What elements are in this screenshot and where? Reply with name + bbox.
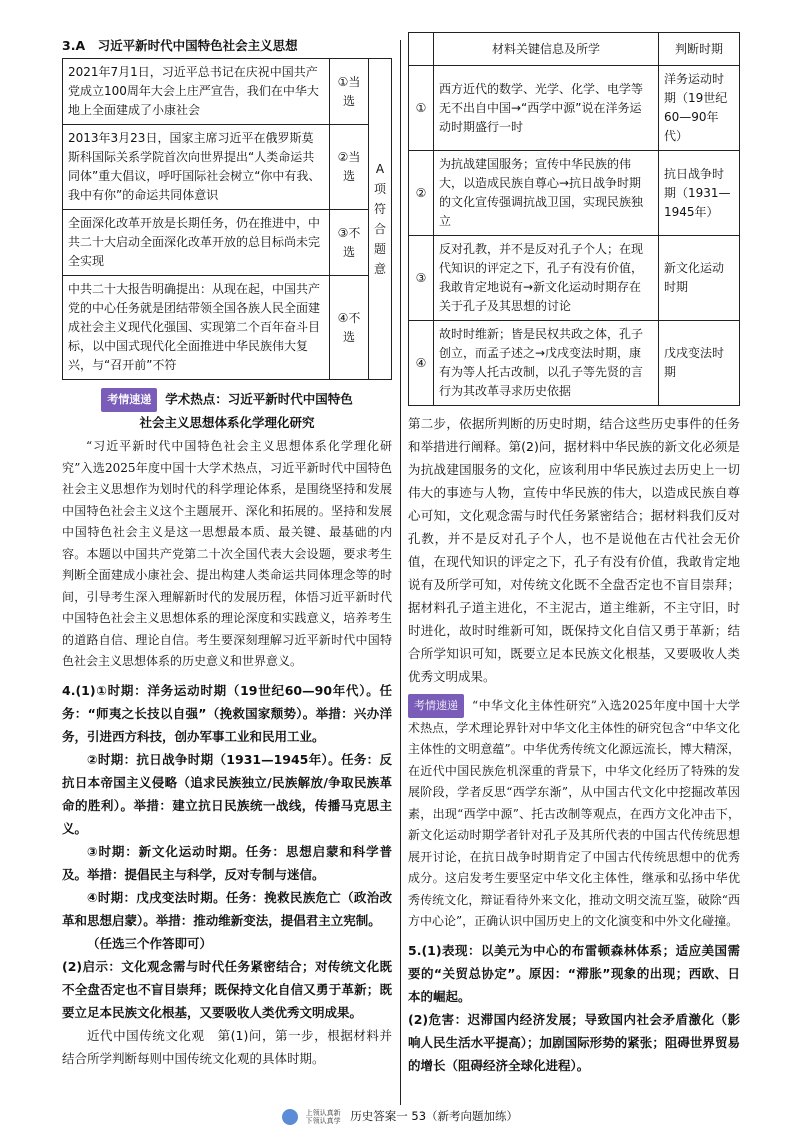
table-row bbox=[63, 59, 392, 125]
row-info: 西方近代的数学、光学、化学、电学等无不出自中国→“西学中源”说在洋务运动时期盛行一时 bbox=[434, 66, 659, 151]
question-3-heading: 3.A 习近平新时代中国特色社会主义思想 bbox=[62, 38, 298, 53]
answer-paragraph: ③时期：新文化运动时期。任务：思想启蒙和科学普及。举措：提倡民主与科学，反对专制与迷信。 bbox=[62, 843, 392, 882]
table-row bbox=[409, 236, 740, 321]
hot-topic-1 bbox=[62, 388, 392, 673]
hot-topic-title-line2: 社会主义思想体系化学理化研究 bbox=[139, 415, 315, 430]
table-row bbox=[409, 66, 740, 151]
row-period: 洋务运动时期（19世纪60—90年代） bbox=[659, 66, 740, 151]
row-info: 反对孔教，并不是反对孔子个人；在现代知识的评定之下，孔子有没有价值，我敢肯定地说有→新文化运动时期存在关于孔子及其思想的讨论 bbox=[434, 236, 659, 321]
table-header bbox=[409, 33, 434, 66]
table-cell-judge: ③不选 bbox=[330, 210, 369, 276]
question-4-answer bbox=[62, 679, 392, 1070]
table-row bbox=[63, 276, 392, 380]
row-info: 为抗战建国服务；宣传中华民族的伟大，以造成民族自尊心→抗日战争时期的文化宣传强调抗战卫国，实现民族独立 bbox=[434, 151, 659, 236]
page-number-label: 历史答案一 53（新考向题加练） bbox=[350, 1109, 519, 1123]
table-cell-text: 2021年7月1日，习近平总书记在庆祝中国共产党成立100周年大会上庄严宣告，我们在中华大地上全面建成了小康社会 bbox=[63, 59, 330, 125]
table-cell-text: 中共二十大报告明确提出：从现在起，中国共产党的中心任务就是团结带领全国各族人民全面建成社会主义现代化强国、实现第二个百年奋斗目标，以中国式现代化全面推进中华民族伟大复兴，与“召开前”不符 bbox=[63, 276, 330, 380]
answer-paragraph: ④时期：戊戌变法时期。任务：挽救民族危亡（政治改革和思想启蒙）。举措：推动维新变法，提倡君主立宪制。 bbox=[62, 889, 392, 928]
row-info: 故时时维新；皆是民权共政之体，孔子创立，而孟子述之→戊戌变法时期，康有为等人托古改制，以孔子等先贤的言行为其改革寻求历史依据 bbox=[434, 321, 659, 406]
vertical-char: 题 bbox=[373, 242, 386, 256]
hot-topic-body: “中华文化主体性研究”入选2025年度中国十大学术热点，学术理论界针对中华文化主体性的研究包含“中华文化主体性的文明意蕴”。中华优秀传统文化源远流长，博大精深，在近代中国民族危机深重的背景下，中华文化经历了特殊的发展阶段，学者反思“西学东渐”，从中国古代文化中挖掘改革因素，出现“西学中源”、托古改制等观点，在西方文化冲击下，新文化运动时期学者针对孔子及其所代表的中国古代传统思想展开讨论，在抗日战争时期肯定了中国古代传统思想中的优秀成分。这启发考生要坚定中华文化主体性，继承和弘扬中华优秀传统文化，辩证看待外来文化，推动文明交流互鉴，破除“西方中心论”，正确认识中国历史上的文化演变和中外文化碰撞。 bbox=[408, 698, 740, 928]
vertical-char: 符 bbox=[373, 202, 386, 216]
vertical-char: 意 bbox=[373, 262, 386, 276]
analysis-paragraph: 近代中国传统文化观 第(1)问，第一步，根据材料并结合所学判断每则中国传统文化观的具体时期。 bbox=[62, 1027, 392, 1066]
table-row bbox=[409, 151, 740, 236]
right-column bbox=[408, 32, 740, 1077]
table-cell-text: 2013年3月23日，国家主席习近平在俄罗斯莫斯科国际关系学院首次向世界提出“人类命运共同体”重大倡议，呼吁国际社会树立“你中有我、我中有你”的命运共同体意识 bbox=[63, 125, 330, 210]
row-number: ③ bbox=[409, 236, 434, 321]
question-5-answer bbox=[408, 939, 740, 1077]
answer-paragraph: （任选三个作答即可） bbox=[87, 935, 213, 951]
table-cell-text: 全面深化改革开放是长期任务，仍在推进中，中共二十大启动全面深化改革开放的总目标尚未完全实现 bbox=[63, 210, 330, 276]
row-number: ② bbox=[409, 151, 434, 236]
vertical-char: 项 bbox=[373, 182, 386, 196]
table-header: 材料关键信息及所学 bbox=[434, 33, 659, 66]
row-period: 戊戌变法时期 bbox=[659, 321, 740, 406]
table-cell-judge: ①当选 bbox=[330, 59, 369, 125]
table-cell-judge: ②当选 bbox=[330, 125, 369, 210]
brand-logo-text: 上领认真新 下领认真学 bbox=[305, 1108, 341, 1125]
vertical-note bbox=[369, 59, 392, 380]
row-number: ① bbox=[409, 66, 434, 151]
vertical-char: 合 bbox=[373, 222, 386, 236]
row-period: 抗日战争时期（1931—1945年） bbox=[659, 151, 740, 236]
hot-topic-body: “习近平新时代中国特色社会主义思想体系化学理化研究”入选2025年度中国十大学术热点，习近平新时代中国特色社会主义思想作为划时代的科学理论体系，是围绕坚持和发展中国特色社会主义这个主题展开、深化和拓展的。坚持和发展中国特色社会主义是这一思想最本质、最关键、最基础的内容。本题以中国共产党第二十次全国代表大会设题，要求考生判断全面建成小康社会、提出构建人类命运共同体理念等的时间，引导考生深入理解新时代的发展历程，体悟习近平新时代中国特色社会主义思想体系的理论深度和实践意义，培养考生的道路自信、理论自信。考生要深刻理解习近平新时代中国特色社会主义思想体系的历史意义和世界意义。 bbox=[62, 439, 392, 668]
brand-logo-icon bbox=[282, 1109, 298, 1125]
page-footer bbox=[0, 1108, 800, 1125]
table-header-row bbox=[409, 33, 740, 66]
table-row bbox=[63, 125, 392, 210]
question-3-table bbox=[62, 58, 392, 380]
hot-topic-tag: 考情速递 bbox=[101, 388, 157, 412]
column-divider bbox=[400, 40, 401, 1105]
hot-topic-2 bbox=[408, 694, 740, 933]
period-table bbox=[408, 32, 740, 406]
answer-paragraph: (2)危害：迟滞国内经济发展；导致国内社会矛盾激化（影响人民生活水平提高）；加剧国际形势的紧张；阻碍世界贸易的增长（阻碍经济全球化进程）。 bbox=[408, 1011, 740, 1073]
table-cell-judge: ④不选 bbox=[330, 276, 369, 380]
table-header: 判断时期 bbox=[659, 33, 740, 66]
hot-topic-tag: 考情速递 bbox=[408, 694, 464, 718]
table-row bbox=[63, 210, 392, 276]
answer-paragraph: 4.(1)①时期：洋务运动时期（19世纪60—90年代）。任务：“师夷之长技以自强”（挽救国家颓势）。举措：兴办洋务，引进西方科技，创办军事工业和民用工业。 bbox=[62, 682, 392, 744]
analysis-paragraph: 第二步，依据所判断的历史时期，结合这些历史事件的任务和举措进行阐释。第(2)问，据材料中华民族的新文化必须是为抗战建国服务的文化，应该利用中华民族过去历史上一切伟大的事迹与人物，宣传中华民族的伟大，以造成民族自尊心可知，文化观念需与时代任务紧密结合；据材料我们反对孔教，并不是反对孔子个人，也不是说他在古代社会无价值，在现代知识的评定之下，孔子有没有价值，我敢肯定地说有及所学可知，对传统文化既不全盘否定也不盲目崇拜；据材料孔子道主进化，不主泥古，道主维新，不主守旧，时时进化，故时时维新可知，既保持文化自信又勇于革新；结合所学知识可知，既要立足本民族文化根基，又要吸收人类优秀文明成果。 bbox=[408, 416, 740, 684]
row-period: 新文化运动时期 bbox=[659, 236, 740, 321]
row-number: ④ bbox=[409, 321, 434, 406]
hot-topic-title-line1: 学术热点：习近平新时代中国特色 bbox=[165, 391, 353, 407]
answer-paragraph: 5.(1)表现：以美元为中心的布雷顿森林体系；适应美国需要的“关贸总协定”。原因：“滞胀”现象的出现；西欧、日本的崛起。 bbox=[408, 942, 740, 1004]
table-row bbox=[409, 321, 740, 406]
left-column bbox=[62, 32, 392, 1070]
vertical-char: A bbox=[375, 162, 385, 176]
answer-paragraph: ②时期：抗日战争时期（1931—1945年）。任务：反抗日本帝国主义侵略（追求民族独立/民族解放/争取民族革命的胜利）。举措：建立抗日民族统一战线，传播马克思主义。 bbox=[62, 751, 392, 836]
answer-paragraph: (2)启示：文化观念需与时代任务紧密结合；对传统文化既不全盘否定也不盲目崇拜；既保持文化自信又勇于革新；既要立足本民族文化根基，又要吸收人类优秀文明成果。 bbox=[62, 958, 392, 1020]
